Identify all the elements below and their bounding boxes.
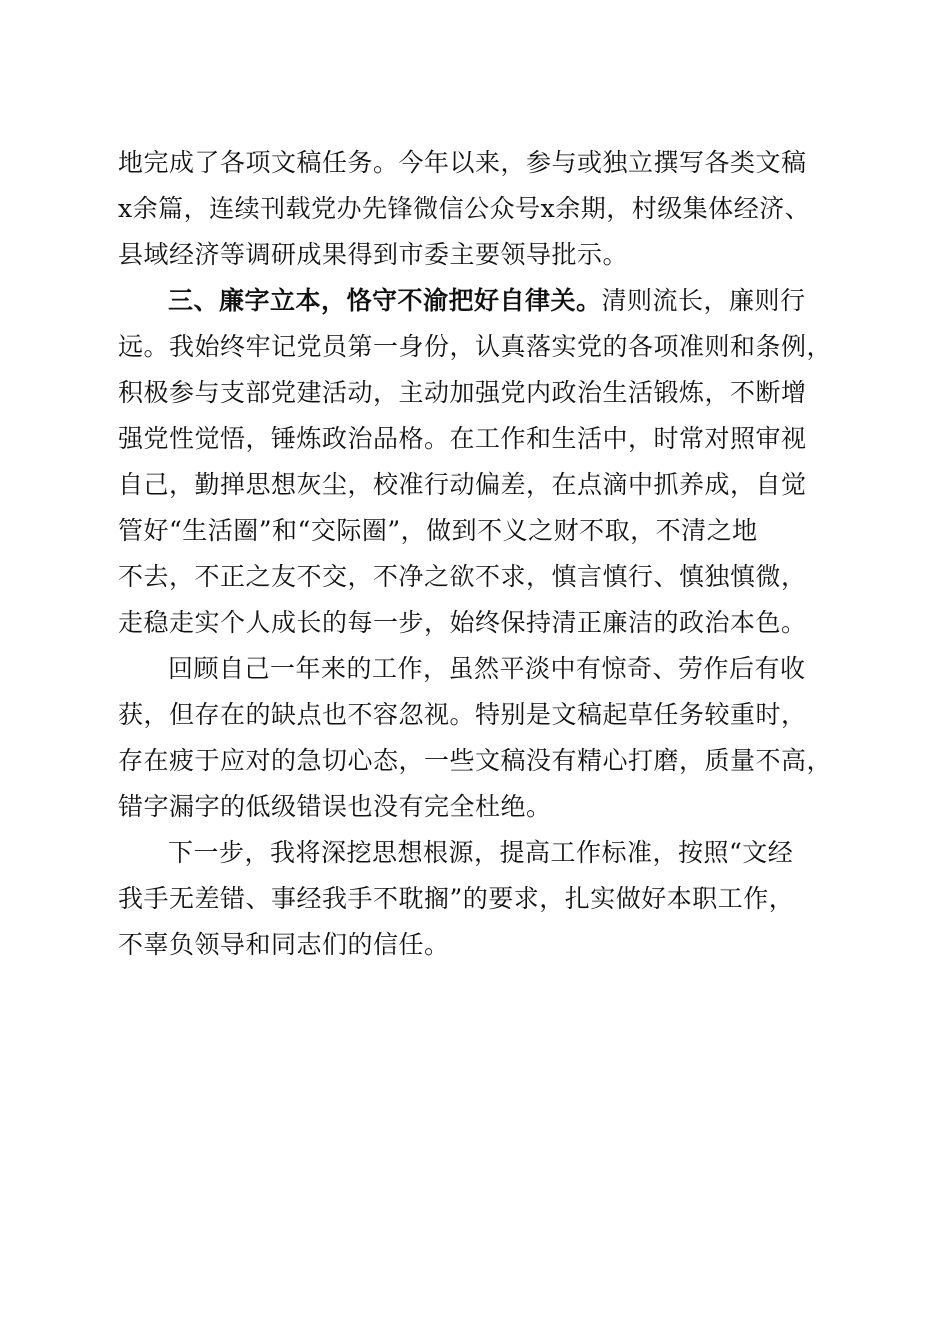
paragraph-1-line-1: 地完成了各项文稿任务。今年以来，参与或独立撰写各类文稿 bbox=[118, 148, 807, 177]
paragraph-2-line-2: 远。我始终牢记党员第一身份，认真落实党的各项准则和条例， bbox=[118, 332, 833, 361]
paragraph-3-line-2: 获，但存在的缺点也不容忽视。特别是文稿起草任务较重时， bbox=[118, 700, 807, 729]
paragraph-2-line-8: 走稳走实个人成长的每一步，始终保持清正廉洁的政治本色。 bbox=[118, 608, 807, 637]
paragraph-2-line-5: 自己，勤掸思想灰尘，校准行动偏差，在点滴中抓养成，自觉 bbox=[118, 470, 807, 499]
paragraph-2-line-3: 积极参与支部党建活动，主动加强党内政治生活锻炼，不断增 bbox=[118, 378, 807, 407]
paragraph-3-line-4: 错字漏字的低级错误也没有完全杜绝。 bbox=[118, 792, 552, 821]
paragraph-4-line-3: 不辜负领导和同志们的信任。 bbox=[118, 930, 450, 959]
section-heading: 三、廉字立本，恪守不渝把好自律关。 bbox=[168, 286, 602, 315]
paragraph-2-line-6: 管好“生活圈”和“交际圈”，做到不义之财不取，不清之地 bbox=[118, 516, 758, 545]
paragraph-2-lead-text: 清则流长，廉则行 bbox=[601, 286, 806, 315]
paragraph-2-line-4: 强党性觉悟，锤炼政治品格。在工作和生活中，时常对照审视 bbox=[118, 424, 807, 453]
paragraph-1-line-2: x余篇，连续刊载党办先锋微信公众号x余期，村级集体经济、 bbox=[118, 194, 811, 223]
paragraph-4-line-2: 我手无差错、事经我手不耽搁”的要求，扎实做好本职工作， bbox=[118, 884, 795, 913]
paragraph-4-line-1: 下一步，我将深挖思想根源，提高工作标准，按照“文经 bbox=[168, 838, 794, 867]
paragraph-1-line-3: 县域经济等调研成果得到市委主要领导批示。 bbox=[118, 240, 629, 269]
paragraph-2-line-7: 不去，不正之友不交，不净之欲不求，慎言慎行、慎独慎微， bbox=[118, 562, 807, 591]
paragraph-2-line-1 bbox=[168, 279, 806, 323]
paragraph-3-line-1: 回顾自己一年来的工作，虽然平淡中有惊奇、劳作后有收 bbox=[168, 654, 806, 683]
paragraph-3-line-3: 存在疲于应对的急切心态，一些文稿没有精心打磨，质量不高， bbox=[118, 746, 833, 775]
